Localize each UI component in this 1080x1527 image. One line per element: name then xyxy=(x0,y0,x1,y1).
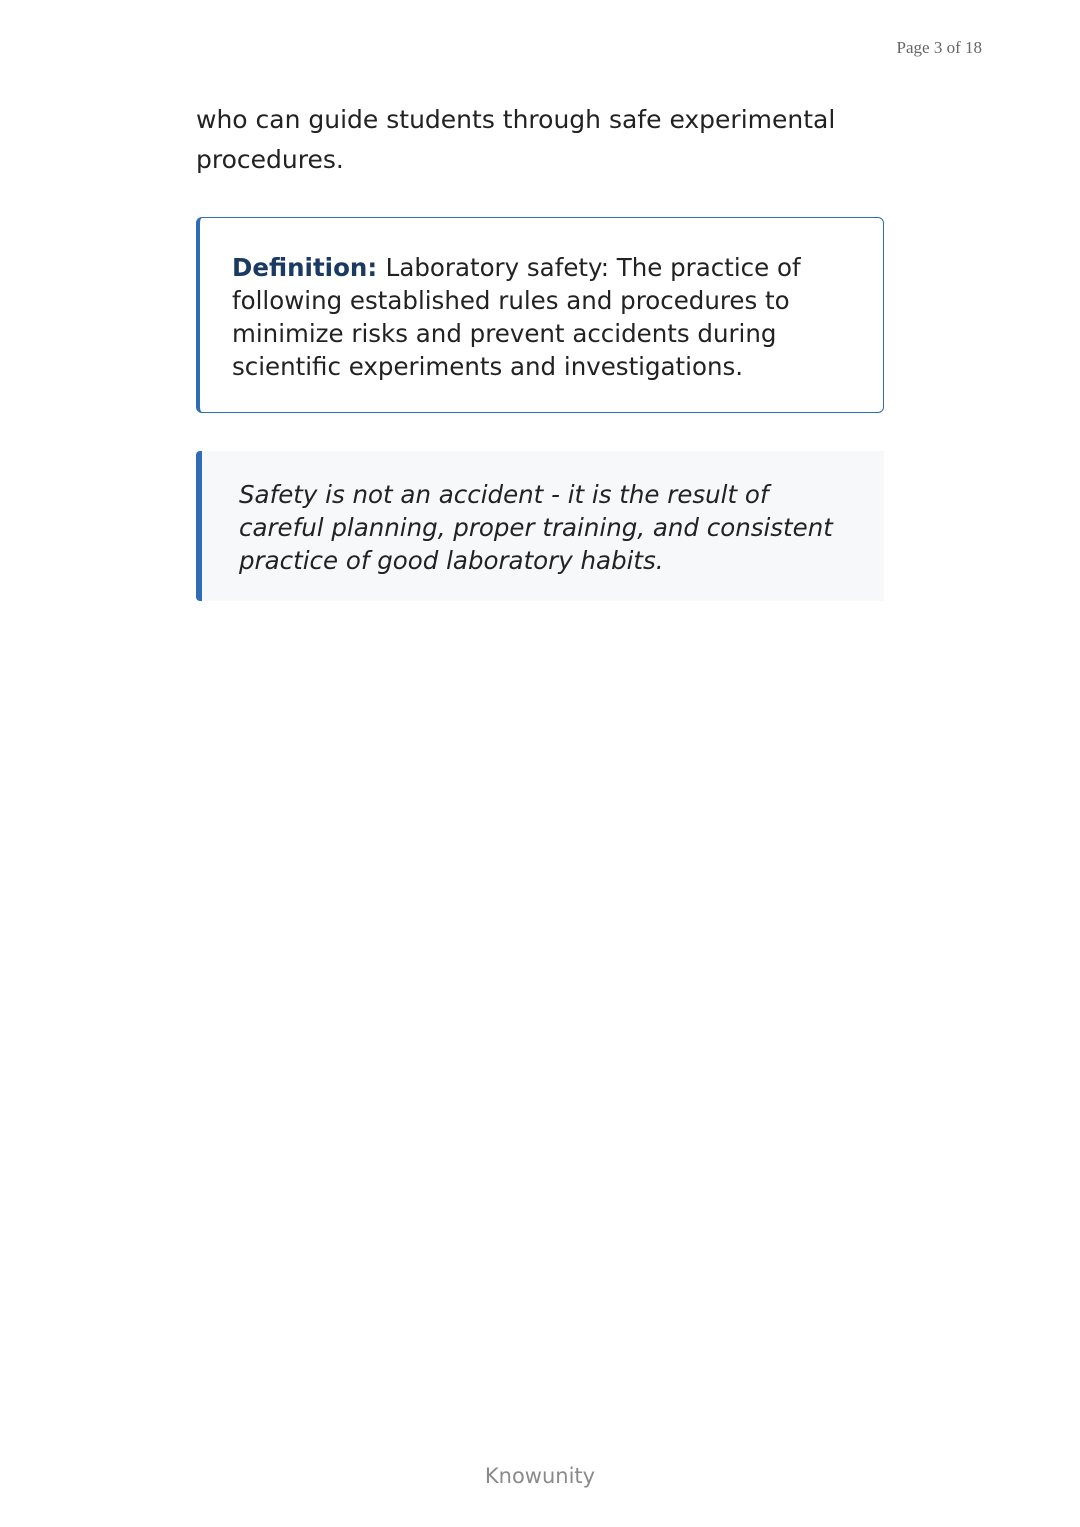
footer-brand: Knowunity xyxy=(484,1464,596,1488)
definition-text: Laboratory safety: The practice of following established rules and procedures to minimize risks and prevent accidents during scientific experiments and investigations. xyxy=(232,253,801,381)
quote-text: Safety is not an accident - it is the result of careful planning, proper training, and consistent practice of good laboratory habits. xyxy=(239,480,833,575)
definition-box xyxy=(196,217,884,413)
page-number: Page 3 of 18 xyxy=(896,38,982,57)
intro-paragraph: who can guide students through safe experimental procedures. xyxy=(196,105,836,174)
quote-box xyxy=(196,451,884,601)
definition-label: Definition: xyxy=(232,253,386,282)
